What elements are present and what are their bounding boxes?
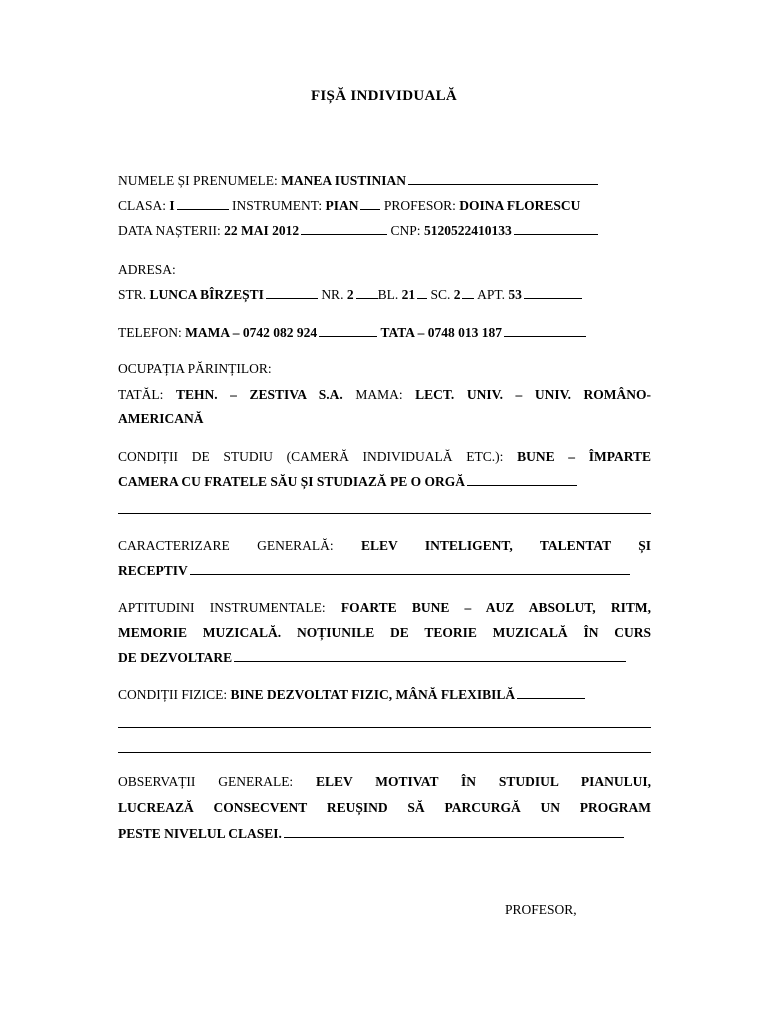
caracterizare-value-2: RECEPTIV — [118, 563, 188, 578]
conditii-fizice-value: BINE DEZVOLTAT FIZIC, MÂNĂ FLEXIBILĂ — [230, 687, 516, 702]
blank-line — [417, 286, 427, 299]
str-label: STR. — [118, 287, 150, 302]
blank-line — [234, 649, 626, 662]
aptitudini-label: APTITUDINI INSTRUMENTALE: — [118, 600, 341, 615]
tatal-value: TEHN. – ZESTIVA S.A. — [175, 387, 343, 402]
blank-line — [514, 222, 598, 235]
field-adresa — [118, 286, 651, 304]
blank-line — [504, 324, 586, 337]
instrument-value: PIAN — [325, 198, 359, 213]
clasa-label: CLASA: — [118, 198, 170, 213]
blank-line — [118, 513, 651, 514]
mama-label: MAMA: — [355, 387, 416, 402]
blank-line — [177, 197, 229, 210]
field-observatii — [118, 773, 651, 791]
field-data-nasterii — [118, 222, 651, 240]
aptitudini-line-3 — [118, 649, 651, 667]
ocupatia-label: OCUPAȚIA PĂRINȚILOR: — [118, 361, 272, 376]
blank-line — [467, 473, 577, 486]
blank-line — [517, 686, 585, 699]
aptitudini-value-3: DE DEZVOLTARE — [118, 650, 233, 665]
numele-value: MANEA IUSTINIAN — [281, 173, 407, 188]
apt-label: APT. — [477, 287, 509, 302]
conditii-studiu-value-2: CAMERA CU FRATELE SĂU ȘI STUDIAZĂ PE O ORGĂ — [118, 474, 466, 489]
sc-label: SC. — [430, 287, 454, 302]
blank-line — [301, 222, 387, 235]
observatii-label: OBSERVAȚII GENERALE: — [118, 774, 316, 789]
str-value: LUNCA BÎRZEȘTI — [149, 287, 264, 302]
blank-line — [524, 286, 582, 299]
sc-value: 2 — [453, 287, 461, 302]
mama-value-1: LECT. UNIV. – UNIV. ROMÂNO- — [415, 387, 651, 402]
observatii-value-3: PESTE NIVELUL CLASEI. — [118, 826, 282, 841]
nr-value: 2 — [346, 287, 354, 302]
caracterizare-label: CARACTERIZARE GENERALĂ: — [118, 538, 361, 553]
conditii-studiu-value-1: BUNE – ÎMPARTE — [517, 449, 651, 464]
blank-line — [408, 172, 598, 185]
field-conditii-studiu — [118, 448, 651, 466]
tatal-label: TATĂL: — [118, 387, 176, 402]
aptitudini-line-2 — [118, 624, 651, 642]
field-caracterizare — [118, 537, 651, 555]
conditii-studiu-line-2 — [118, 473, 651, 491]
cnp-value: 5120522410133 — [423, 223, 512, 238]
document-title: FIȘĂ INDIVIDUALĂ — [310, 88, 458, 104]
telefon-label: TELEFON: — [118, 325, 186, 340]
observatii-value-2: LUCREAZĂ CONSECVENT REUȘIND SĂ PARCURGĂ UN PROGRAM — [118, 800, 651, 815]
caracterizare-line-2 — [118, 562, 651, 580]
nastere-value: 22 MAI 2012 — [224, 223, 300, 238]
blank-line — [360, 197, 380, 210]
blank-line — [118, 752, 651, 753]
bl-label: BL. — [377, 287, 402, 302]
field-conditii-fizice — [118, 686, 651, 704]
apt-value: 53 — [508, 287, 522, 302]
profesor-value: DOINA FLORESCU — [459, 198, 581, 213]
nr-label: NR. — [321, 287, 347, 302]
aptitudini-value-2: MEMORIE MUZICALĂ. NOȚIUNILE DE TEORIE MUZICALĂ ÎN CURS — [118, 625, 651, 640]
conditii-studiu-label: CONDIȚII DE STUDIU (CAMERĂ INDIVIDUALĂ ETC.): — [118, 449, 518, 464]
field-ocupatia — [118, 386, 651, 404]
field-telefon — [118, 324, 651, 342]
field-aptitudini — [118, 599, 651, 617]
field-numele — [118, 172, 651, 190]
caracterizare-value-1: ELEV INTELIGENT, TALENTAT ȘI — [360, 538, 651, 553]
cnp-label: CNP: — [390, 223, 424, 238]
aptitudini-value-1: FOARTE BUNE – AUZ ABSOLUT, RITM, — [340, 600, 651, 615]
nastere-label: DATA NAȘTERII: — [118, 223, 225, 238]
profesor-label: PROFESOR: — [383, 198, 460, 213]
adresa-label: ADRESA: — [118, 262, 176, 277]
blank-line — [118, 727, 651, 728]
blank-line — [462, 286, 474, 299]
telefon-tata: TATA – 0748 013 187 — [380, 325, 503, 340]
signature-label: PROFESOR, — [505, 902, 577, 917]
instrument-label: INSTRUMENT: — [232, 198, 326, 213]
observatii-value-1: ELEV MOTIVAT ÎN STUDIUL PIANULUI, — [315, 774, 651, 789]
mama-value-2-line — [118, 410, 651, 428]
blank-line — [356, 286, 378, 299]
blank-line — [266, 286, 318, 299]
telefon-mama: MAMA – 0742 082 924 — [185, 325, 318, 340]
bl-value: 21 — [401, 287, 416, 302]
blank-line — [284, 825, 624, 838]
observatii-line-3 — [118, 825, 651, 843]
mama-value-2: AMERICANĂ — [118, 411, 204, 426]
clasa-value: I — [169, 198, 175, 213]
numele-label: NUMELE ȘI PRENUMELE: — [118, 173, 282, 188]
blank-line — [190, 562, 630, 575]
observatii-line-2 — [118, 799, 651, 817]
blank-line — [319, 324, 377, 337]
field-clasa — [118, 197, 651, 215]
conditii-fizice-label: CONDIȚII FIZICE: — [118, 687, 231, 702]
